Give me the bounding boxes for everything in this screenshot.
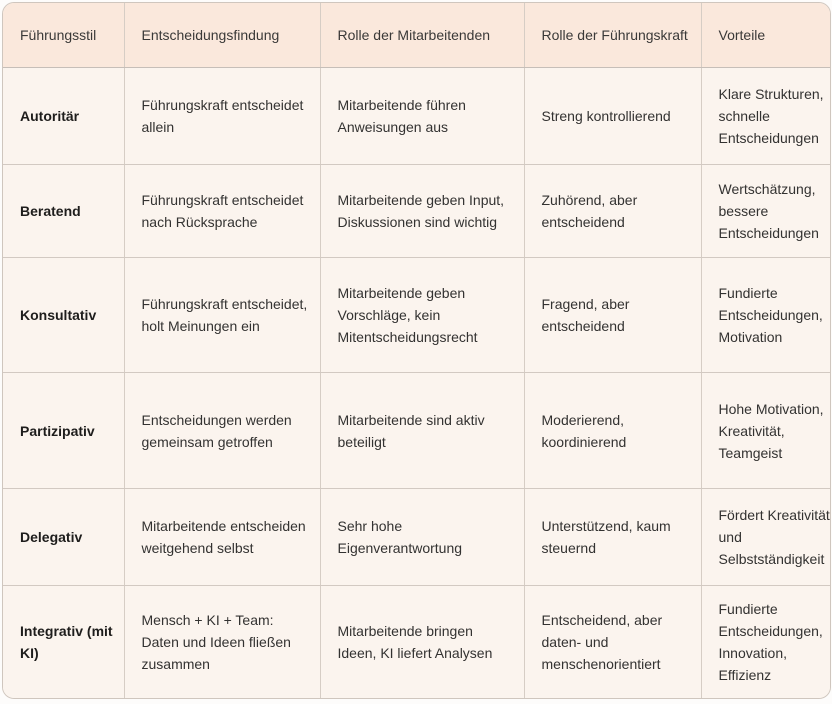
cell-rolle-fuehrungskraft: Streng kontrollierend: [524, 68, 701, 165]
cell-entscheidungsfindung: Führungskraft entscheidet allein: [124, 68, 320, 165]
cell-rolle-mitarbeitende: Mitarbeitende bringen Ideen, KI liefert Analysen: [320, 586, 524, 699]
cell-rolle-mitarbeitende: Mitarbeitende führen Anweisungen aus: [320, 68, 524, 165]
cell-rolle-fuehrungskraft: Fragend, aber entscheidend: [524, 258, 701, 373]
table-row-konsultativ: [3, 258, 830, 373]
cell-entscheidungsfindung: Mitarbeitende entscheiden weitgehend selbst: [124, 489, 320, 586]
cell-rolle-fuehrungskraft: Unterstützend, kaum steuernd: [524, 489, 701, 586]
header-row: [3, 3, 830, 68]
cell-vorteile: Klare Strukturen, schnelle Entscheidungen: [701, 68, 830, 165]
cell-entscheidungsfindung: Entscheidungen werden gemeinsam getroffen: [124, 373, 320, 489]
cell-style: Delegativ: [3, 489, 124, 586]
column-header-entscheidungsfindung: Entscheidungsfindung: [124, 3, 320, 68]
cell-style: Integrativ (mit KI): [3, 586, 124, 699]
cell-vorteile: Fundierte Entscheidungen, Innovation, Effizienz: [701, 586, 830, 699]
table-row-partizipativ: [3, 373, 830, 489]
cell-rolle-mitarbeitende: Mitarbeitende sind aktiv beteiligt: [320, 373, 524, 489]
cell-style: Konsultativ: [3, 258, 124, 373]
table-row-autoritaer: [3, 68, 830, 165]
cell-style: Autoritär: [3, 68, 124, 165]
table-row-integrativ-mit-ki: [3, 586, 830, 699]
column-header-vorteile: Vorteile: [701, 3, 830, 68]
column-header-fuehrungsstil: Führungsstil: [3, 3, 124, 68]
cell-vorteile: Hohe Motivation, Kreativität, Teamgeist: [701, 373, 830, 489]
cell-style: Beratend: [3, 165, 124, 258]
cell-rolle-mitarbeitende: Mitarbeitende geben Input, Diskussionen sind wichtig: [320, 165, 524, 258]
cell-entscheidungsfindung: Mensch + KI + Team: Daten und Ideen fließen zusammen: [124, 586, 320, 699]
table-row-delegativ: [3, 489, 830, 586]
table-row-beratend: [3, 165, 830, 258]
cell-rolle-fuehrungskraft: Entscheidend, aber daten- und menschenorientiert: [524, 586, 701, 699]
cell-vorteile: Fundierte Entscheidungen, Motivation: [701, 258, 830, 373]
cell-rolle-fuehrungskraft: Moderierend, koordinierend: [524, 373, 701, 489]
column-header-rolle-fuehrungskraft: Rolle der Führungskraft: [524, 3, 701, 68]
column-header-rolle-mitarbeitende: Rolle der Mitarbeitenden: [320, 3, 524, 68]
leadership-styles-table-card: [2, 2, 831, 699]
table-body: [3, 68, 830, 699]
cell-vorteile: Fördert Kreativität und Selbstständigkeit: [701, 489, 830, 586]
cell-rolle-mitarbeitende: Mitarbeitende geben Vorschläge, kein Mitentscheidungsrecht: [320, 258, 524, 373]
cell-rolle-mitarbeitende: Sehr hohe Eigenverantwortung: [320, 489, 524, 586]
cell-entscheidungsfindung: Führungskraft entscheidet nach Rücksprache: [124, 165, 320, 258]
cell-vorteile: Wertschätzung, bessere Entscheidungen: [701, 165, 830, 258]
table-header: [3, 3, 830, 68]
cell-style: Partizipativ: [3, 373, 124, 489]
cell-rolle-fuehrungskraft: Zuhörend, aber entscheidend: [524, 165, 701, 258]
leadership-styles-table: [3, 3, 830, 698]
cell-entscheidungsfindung: Führungskraft entscheidet, holt Meinungen ein: [124, 258, 320, 373]
